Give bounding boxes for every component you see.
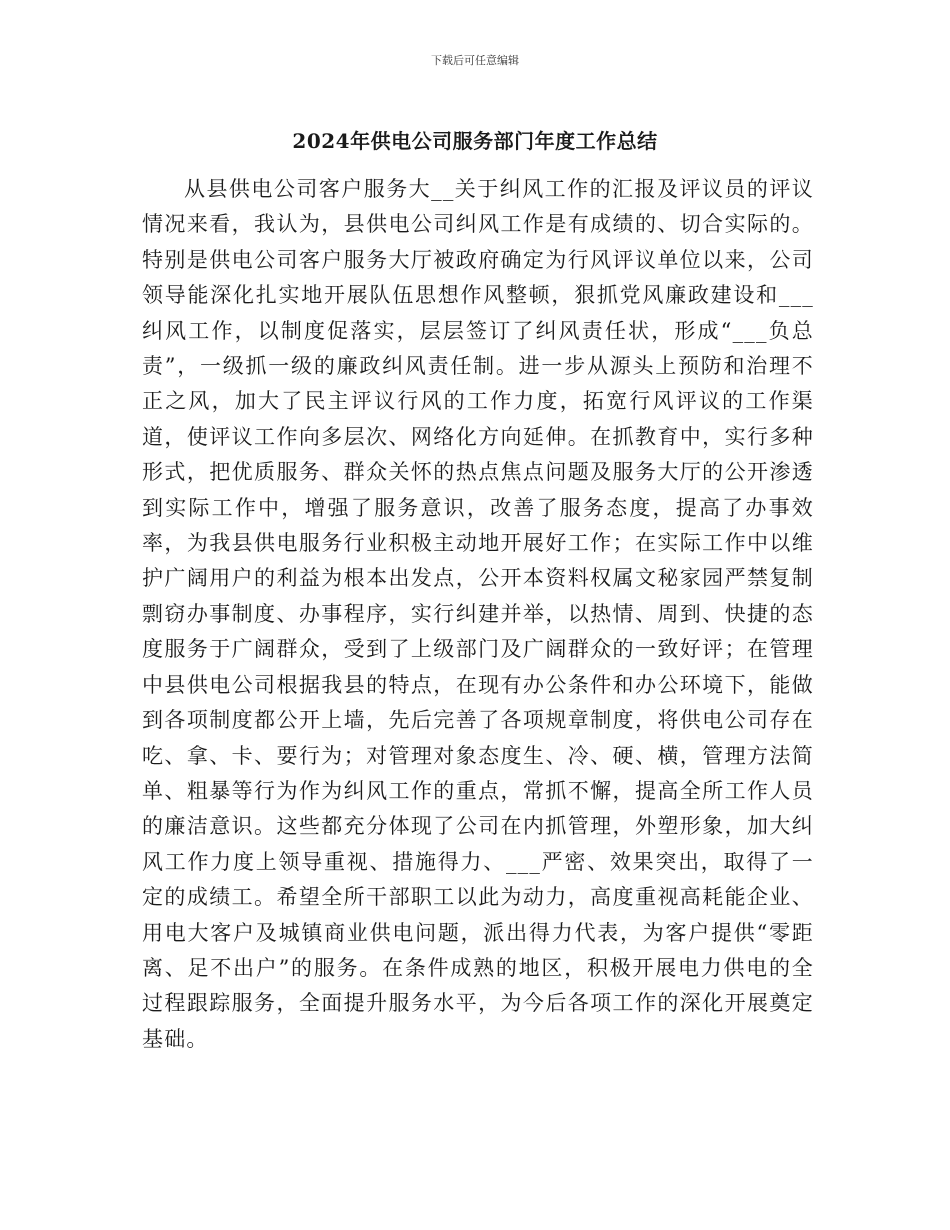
header-note: 下载后可任意编辑	[431, 54, 519, 67]
document-title: 2024年供电公司服务部门年度工作总结	[292, 129, 658, 153]
body-paragraph: 从县供电公司客户服务大__关于纠风工作的汇报及评议员的评议情况来看，我认为，县供电公司纠风工作是有成绩的、切合实际的。特别是供电公司客户服务大厅被政府确定为行风评议单位以来，公司领导能深化扎实地开展队伍思想作风整顿，狠抓党风廉政建设和___纠风工作，以制度促落实，层层签订了纠风责任状，形成“___负总责”，一级抓一级的廉政纠风责任制。进一步从源头上预防和治理不正之风，加大了民主评议行风的工作力度，拓宽行风评议的工作渠道，使评议工作向多层次、网络化方向延伸。在抓教育中，实行多种形式，把优质服务、群众关怀的热点焦点问题及服务大厅的公开渗透到实际工作中，增强了服务意识，改善了服务态度，提高了办事效率，为我县供电服务行业积极主动地开展好工作；在实际工作中以维护广阔用户的利益为根本出发点，公开本资料权属文秘家园严禁复制剽窃办事制度、办事程序，实行纠建并举，以热情、周到、快捷的态度服务于广阔群众，受到了上级部门及广阔群众的一致好评；在管理中县供电公司根据我县的特点，在现有办公条件和办公环境下，能做到各项制度都公开上墙，先后完善了各项规章制度，将供电公司存在吃、拿、卡、要行为；对管理对象态度生、冷、硬、横，管理方法简单、粗暴等行为作为纠风工作的重点，常抓不懈，提高全所工作人员的廉洁意识。这些都充分体现了公司在内抓管理，外塑形象，加大纠风工作力度上领导重视、措施得力、___严密、效果突出，取得了一定的成绩工。希望全所干部职工以此为动力，高度重视高耗能企业、用电大客户及城镇商业供电问题，派出得力代表，为客户提供“零距离、足不出户”的服务。在条件成熟的地区，积极开展电力供电的全过程跟踪服务，全面提升服务水平，为今后各项工作的深化开展奠定基础。	[142, 177, 814, 1051]
